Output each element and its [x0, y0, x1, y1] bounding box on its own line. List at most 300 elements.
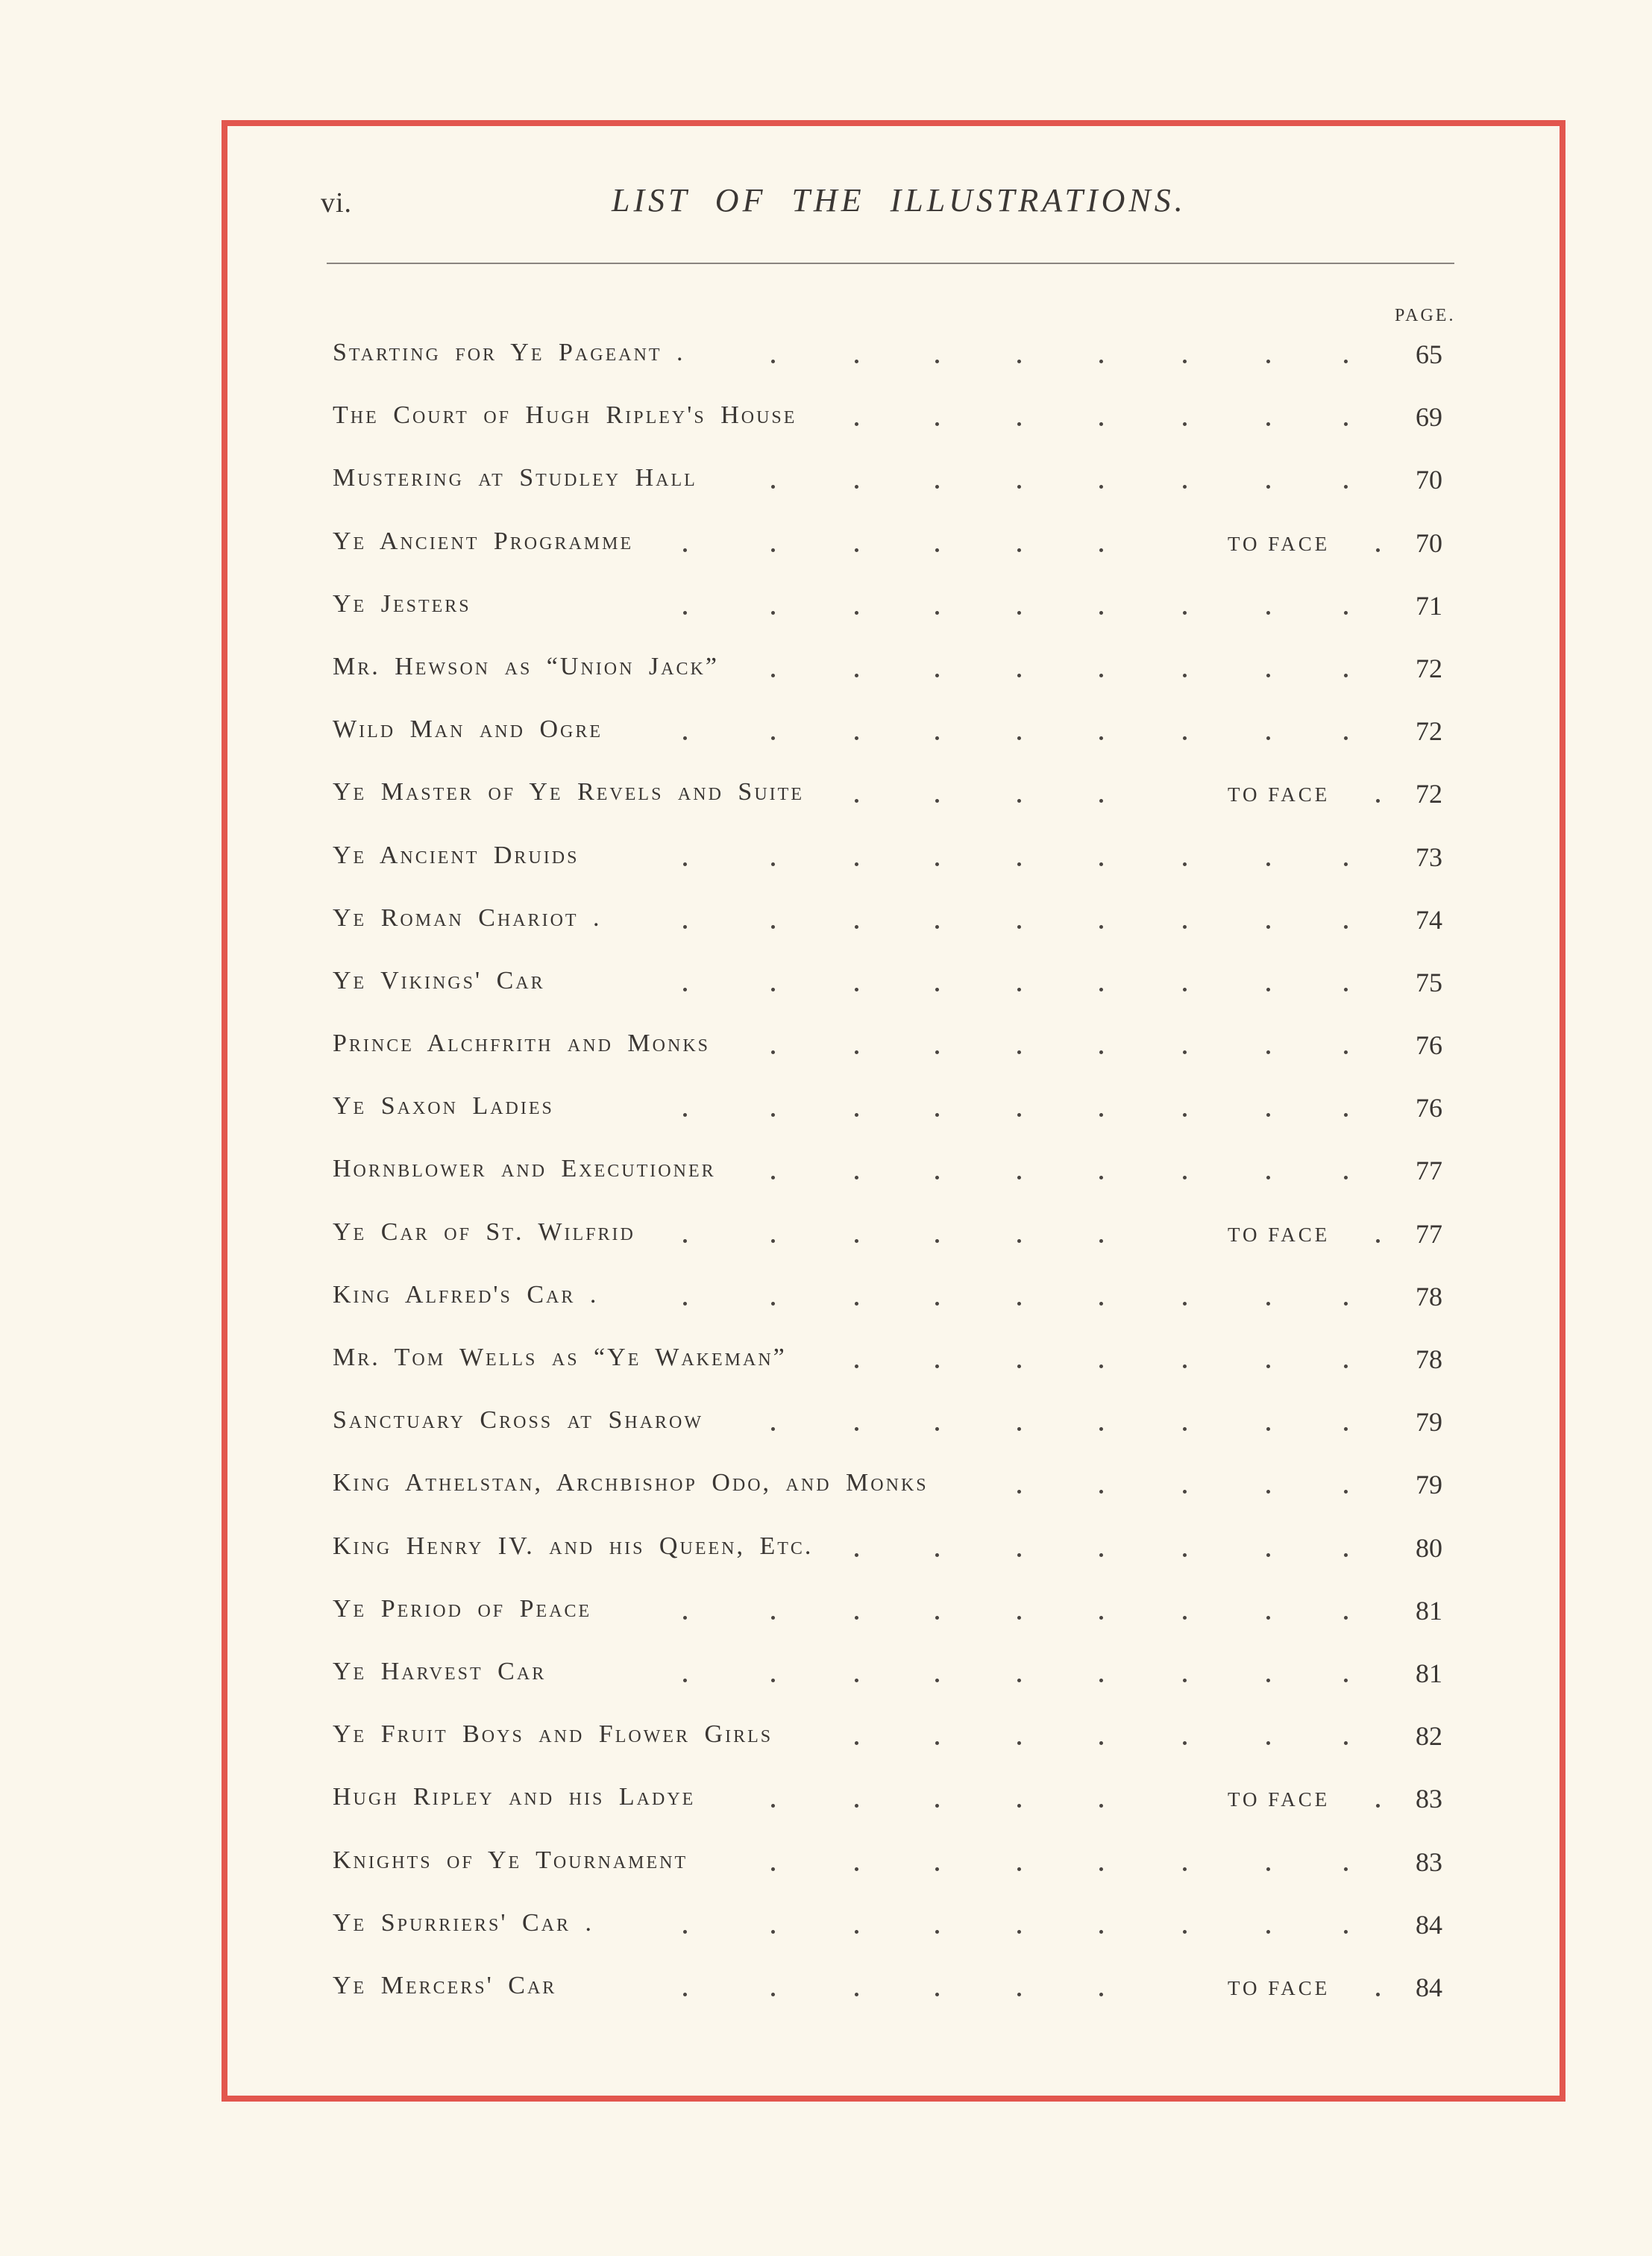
leader-dots: [333, 711, 1447, 748]
leader-dot: [683, 925, 687, 929]
leader-dot: [1344, 925, 1348, 929]
leader-dot: [935, 1239, 939, 1243]
illustration-title: Sanctuary Cross at Sharow: [333, 1406, 704, 1435]
illustration-title: Ye Roman Chariot .: [333, 903, 602, 932]
leader-dot: [1099, 1176, 1103, 1179]
leader-dot: [1017, 1490, 1021, 1494]
list-item: [333, 774, 1447, 836]
leader-dot: [1266, 1741, 1270, 1745]
illustration-title: Ye Mercers' Car: [333, 1971, 557, 1999]
leader-dot: [1183, 1113, 1187, 1117]
leader-dot: [1266, 1113, 1270, 1117]
illustration-title: King Athelstan, Archbishop Odo, and Monks: [333, 1469, 929, 1497]
page-number: 84: [1416, 1909, 1442, 1940]
leader-dot: [1344, 1364, 1348, 1368]
leader-dot: [855, 422, 858, 426]
list-item: [333, 1905, 1447, 1967]
leader-dot: [1266, 1302, 1270, 1306]
page-number: 77: [1416, 1156, 1442, 1186]
leader-dot: [1017, 1553, 1021, 1557]
illustration-title: King Henry IV. and his Queen, Etc.: [333, 1532, 814, 1560]
leader-dot: [771, 1050, 775, 1054]
leader-dots: [333, 1528, 1447, 1565]
leader-dots: [333, 1842, 1447, 1879]
leader-dot: [771, 1427, 775, 1431]
leader-dot: [1099, 611, 1103, 615]
leader-dot: [855, 1239, 858, 1243]
list-item: [333, 1150, 1447, 1213]
leader-dot: [855, 360, 858, 363]
leader-dot: [855, 1176, 858, 1179]
leader-dots: [333, 962, 1447, 1000]
list-item: [333, 1591, 1447, 1653]
leader-dot: [1017, 1364, 1021, 1368]
list-item: [333, 900, 1447, 962]
illustration-title: King Alfred's Car .: [333, 1280, 599, 1309]
leader-dot: [1099, 360, 1103, 363]
leader-dot: [855, 925, 858, 929]
page-number: 72: [1416, 716, 1442, 747]
leader-dot: [771, 360, 775, 363]
list-item: [333, 1276, 1447, 1339]
list-item: [333, 1025, 1447, 1088]
leader-dot: [1099, 485, 1103, 489]
illustration-title: Mr. Tom Wells as “Ye Wakeman”: [333, 1344, 787, 1371]
leader-dots: [333, 900, 1447, 937]
leader-dot: [1183, 674, 1187, 677]
leader-dot: [1266, 1490, 1270, 1494]
leader-dots: [333, 334, 1447, 372]
leader-dot: [1017, 674, 1021, 677]
leader-dot: [1183, 1867, 1187, 1871]
list-item: [333, 648, 1447, 711]
leader-dot: [1099, 1427, 1103, 1431]
leader-dot: [1017, 360, 1021, 363]
leader-dot: [855, 1679, 858, 1682]
leader-dot: [1183, 862, 1187, 866]
illustration-title: Ye Jesters: [333, 589, 471, 618]
leader-dot: [855, 674, 858, 677]
leader-dot: [683, 1930, 687, 1934]
leader-dots: [333, 460, 1447, 497]
leader-dot: [1017, 799, 1021, 803]
illustration-title: Starting for Ye Pageant .: [333, 339, 685, 366]
page-number: 79: [1416, 1407, 1442, 1438]
leader-dot: [1344, 1616, 1348, 1620]
leader-dot: [1266, 1679, 1270, 1682]
leader-dot: [1344, 1741, 1348, 1745]
leader-dot: [1099, 862, 1103, 866]
page-number: 70: [1416, 465, 1442, 495]
leader-dot: [683, 611, 687, 615]
leader-dot: [1266, 1427, 1270, 1431]
leader-dot: [1183, 485, 1187, 489]
leader-dot: [935, 1867, 939, 1871]
page-number: 82: [1416, 1721, 1442, 1752]
leader-dot: [1344, 1050, 1348, 1054]
leader-dot: [935, 1804, 939, 1808]
leader-dot: [1099, 1741, 1103, 1745]
leader-dot: [771, 611, 775, 615]
leader-dot: [771, 862, 775, 866]
leader-dot: [1183, 611, 1187, 615]
leader-dot: [935, 1553, 939, 1557]
leader-dot: [1017, 988, 1021, 991]
leader-dot: [1017, 1804, 1021, 1808]
page-number: 80: [1416, 1532, 1442, 1563]
leader-dot: [935, 862, 939, 866]
leader-dot: [1017, 1302, 1021, 1306]
leader-dot: [935, 674, 939, 677]
leader-dot: [1183, 360, 1187, 363]
leader-dot: [683, 736, 687, 740]
page-number: 65: [1416, 339, 1442, 369]
illustration-title: Hugh Ripley and his Ladye: [333, 1783, 696, 1811]
leader-dot: [771, 674, 775, 677]
leader-dot: [1266, 1364, 1270, 1368]
leader-dots: [333, 1339, 1447, 1376]
leader-dot: [771, 1993, 775, 1996]
leader-dot: [771, 925, 775, 929]
leader-dot: [1017, 422, 1021, 426]
list-item: [333, 523, 1447, 586]
leader-dot: [935, 1993, 939, 1996]
leader-dot: [683, 988, 687, 991]
leader-dots: [333, 1088, 1447, 1125]
leader-dots: [333, 1653, 1447, 1691]
leader-dot: [1099, 1930, 1103, 1934]
leader-dot: [771, 988, 775, 991]
leader-dot: [1376, 1239, 1380, 1243]
leader-dot: [1266, 485, 1270, 489]
leader-dot: [771, 1930, 775, 1934]
page-number: 69: [1416, 402, 1442, 433]
page-number: 77: [1416, 1218, 1442, 1249]
leader-dot: [935, 1050, 939, 1054]
leader-dot: [1183, 1679, 1187, 1682]
leader-dot: [771, 1113, 775, 1117]
leader-dot: [1017, 1176, 1021, 1179]
leader-dot: [1099, 1804, 1103, 1808]
leader-dot: [1266, 360, 1270, 363]
page-number: 83: [1416, 1784, 1442, 1814]
leader-dot: [1344, 1867, 1348, 1871]
leader-dot: [771, 1804, 775, 1808]
leader-dot: [1376, 548, 1380, 552]
page-number: 70: [1416, 527, 1442, 558]
leader-dot: [1017, 1741, 1021, 1745]
leader-dot: [771, 736, 775, 740]
leader-dot: [1266, 422, 1270, 426]
list-item: [333, 1088, 1447, 1150]
list-item: [333, 1339, 1447, 1402]
leader-dot: [855, 862, 858, 866]
leader-dot: [935, 1364, 939, 1368]
leader-dot: [1183, 925, 1187, 929]
leader-dot: [1266, 1050, 1270, 1054]
leader-dot: [1099, 799, 1103, 803]
leader-dot: [935, 548, 939, 552]
leader-dot: [1017, 1993, 1021, 1996]
list-item: [333, 1716, 1447, 1779]
leader-dot: [1017, 1616, 1021, 1620]
leader-dot: [935, 1176, 939, 1179]
page-number: 76: [1416, 1093, 1442, 1124]
leader-dot: [771, 548, 775, 552]
leader-dots: [333, 1025, 1447, 1062]
leader-dot: [683, 1679, 687, 1682]
leader-dot: [1099, 1679, 1103, 1682]
leader-dot: [935, 799, 939, 803]
leader-dot: [855, 1741, 858, 1745]
illustrations-list: [333, 334, 1447, 2030]
leader-dot: [1183, 1553, 1187, 1557]
leader-dot: [1344, 1553, 1348, 1557]
leader-dot: [1266, 1867, 1270, 1871]
leader-dots: [333, 1402, 1447, 1439]
leader-dot: [1099, 1490, 1103, 1494]
leader-dot: [1099, 1239, 1103, 1243]
leader-dot: [1183, 1616, 1187, 1620]
leader-dot: [855, 988, 858, 991]
list-item: [333, 962, 1447, 1025]
leader-dot: [1017, 611, 1021, 615]
leader-dot: [1183, 1050, 1187, 1054]
leader-dot: [855, 799, 858, 803]
list-item: [333, 334, 1447, 397]
leader-dot: [1183, 736, 1187, 740]
illustration-title: Mustering at Studley Hall: [333, 464, 697, 492]
leader-dot: [1017, 485, 1021, 489]
leader-dots: [333, 397, 1447, 434]
leader-dot: [1266, 1176, 1270, 1179]
illustration-title: Prince Alchfrith and Monks: [333, 1030, 710, 1058]
page-number: 76: [1416, 1030, 1442, 1061]
leader-dot: [1266, 611, 1270, 615]
leader-dot: [771, 1616, 775, 1620]
leader-dot: [935, 736, 939, 740]
leader-dot: [683, 862, 687, 866]
to-face-note: TO FACE: [1228, 1788, 1331, 1811]
leader-dot: [1266, 988, 1270, 991]
page-number: 83: [1416, 1846, 1442, 1877]
leader-dot: [1344, 1302, 1348, 1306]
list-item: [333, 1214, 1447, 1276]
leader-dot: [1099, 548, 1103, 552]
leader-dot: [1017, 1867, 1021, 1871]
header-rule: [327, 263, 1454, 264]
list-item: [333, 1528, 1447, 1591]
leader-dot: [935, 1679, 939, 1682]
leader-dots: [333, 648, 1447, 686]
leader-dot: [935, 925, 939, 929]
illustration-title: The Court of Hugh Ripley's House: [333, 401, 797, 430]
leader-dot: [1344, 422, 1348, 426]
page-number: 78: [1416, 1281, 1442, 1312]
leader-dot: [683, 1993, 687, 1996]
leader-dot: [1183, 1930, 1187, 1934]
leader-dot: [1099, 1050, 1103, 1054]
leader-dot: [1266, 862, 1270, 866]
leader-dot: [771, 1239, 775, 1243]
leader-dot: [935, 485, 939, 489]
illustration-title: Ye Ancient Druids: [333, 841, 580, 869]
running-title: LIST OF THE ILLUSTRATIONS.: [612, 182, 1187, 219]
page-number: 73: [1416, 842, 1442, 872]
page-number: 81: [1416, 1658, 1442, 1688]
leader-dot: [1099, 736, 1103, 740]
leader-dot: [1099, 1867, 1103, 1871]
leader-dot: [1017, 862, 1021, 866]
list-item: [333, 1653, 1447, 1716]
list-item: [333, 1779, 1447, 1841]
list-item: [333, 711, 1447, 774]
leader-dot: [771, 1302, 775, 1306]
leader-dot: [1183, 1364, 1187, 1368]
leader-dot: [1099, 674, 1103, 677]
leader-dot: [935, 988, 939, 991]
leader-dot: [855, 485, 858, 489]
to-face-note: TO FACE: [1228, 783, 1331, 806]
leader-dot: [855, 1050, 858, 1054]
leader-dot: [1344, 611, 1348, 615]
illustration-title: Mr. Hewson as “Union Jack”: [333, 652, 719, 680]
illustration-title: Ye Harvest Car: [333, 1657, 547, 1685]
to-face-note: TO FACE: [1228, 532, 1331, 555]
leader-dots: [333, 1905, 1447, 1942]
leader-dot: [683, 1113, 687, 1117]
leader-dot: [1344, 1679, 1348, 1682]
leader-dot: [683, 1302, 687, 1306]
leader-dot: [771, 1867, 775, 1871]
leader-dot: [1017, 548, 1021, 552]
list-item: [333, 586, 1447, 648]
to-face-note: TO FACE: [1228, 1976, 1331, 1999]
leader-dot: [1099, 422, 1103, 426]
page-number: 78: [1416, 1344, 1442, 1374]
leader-dot: [855, 1867, 858, 1871]
illustration-title: Ye Saxon Ladies: [333, 1092, 554, 1121]
list-item: [333, 397, 1447, 460]
leader-dot: [935, 360, 939, 363]
leader-dot: [1099, 1113, 1103, 1117]
leader-dot: [855, 1930, 858, 1934]
leader-dots: [333, 837, 1447, 874]
illustration-title: Ye Spurriers' Car .: [333, 1908, 594, 1937]
leader-dot: [1099, 1364, 1103, 1368]
leader-dots: [333, 586, 1447, 623]
leader-dot: [771, 485, 775, 489]
leader-dot: [1266, 1553, 1270, 1557]
leader-dot: [1099, 1993, 1103, 1996]
leader-dot: [855, 1993, 858, 1996]
list-item: [333, 1842, 1447, 1905]
leader-dot: [855, 1553, 858, 1557]
list-item: [333, 1967, 1447, 2030]
leader-dot: [855, 1804, 858, 1808]
page-number: 72: [1416, 779, 1442, 809]
leader-dot: [1344, 862, 1348, 866]
page-number: 72: [1416, 653, 1442, 683]
leader-dot: [1266, 1616, 1270, 1620]
leader-dot: [855, 736, 858, 740]
leader-dot: [1099, 925, 1103, 929]
leader-dot: [1017, 1113, 1021, 1117]
leader-dot: [855, 1427, 858, 1431]
leader-dot: [935, 422, 939, 426]
leader-dot: [1344, 1113, 1348, 1117]
page-number: 74: [1416, 904, 1442, 935]
list-item: [333, 1402, 1447, 1464]
page-number: 71: [1416, 590, 1442, 621]
leader-dot: [1344, 988, 1348, 991]
page-number: 84: [1416, 1972, 1442, 2002]
leader-dot: [1266, 674, 1270, 677]
leader-dots: [333, 1464, 1447, 1502]
page-folio: vi.: [321, 187, 353, 219]
leader-dot: [935, 1113, 939, 1117]
leader-dot: [1017, 1679, 1021, 1682]
leader-dot: [1183, 422, 1187, 426]
leader-dot: [855, 1113, 858, 1117]
list-item: [333, 460, 1447, 522]
leader-dot: [935, 1427, 939, 1431]
illustration-title: Ye Master of Ye Revels and Suite: [333, 778, 804, 806]
leader-dot: [771, 1176, 775, 1179]
leader-dot: [935, 611, 939, 615]
leader-dot: [1344, 736, 1348, 740]
illustration-title: Ye Period of Peace: [333, 1594, 592, 1623]
leader-dot: [1344, 1930, 1348, 1934]
to-face-note: TO FACE: [1228, 1223, 1331, 1246]
leader-dot: [1376, 1993, 1380, 1996]
leader-dot: [1266, 1930, 1270, 1934]
leader-dots: [333, 1716, 1447, 1753]
illustration-title: Ye Ancient Programme: [333, 527, 634, 555]
leader-dot: [1344, 485, 1348, 489]
leader-dot: [1017, 1930, 1021, 1934]
leader-dots: [333, 1150, 1447, 1188]
list-item: [333, 1464, 1447, 1527]
illustration-title: Knights of Ye Tournament: [333, 1846, 688, 1874]
leader-dot: [935, 1302, 939, 1306]
page-number: 75: [1416, 967, 1442, 997]
leader-dot: [1183, 988, 1187, 991]
leader-dot: [1099, 1553, 1103, 1557]
leader-dot: [1017, 925, 1021, 929]
leader-dot: [1099, 1616, 1103, 1620]
page-number: 79: [1416, 1470, 1442, 1500]
leader-dot: [935, 1741, 939, 1745]
leader-dot: [935, 1616, 939, 1620]
leader-dot: [1099, 988, 1103, 991]
leader-dot: [935, 1930, 939, 1934]
leader-dot: [683, 548, 687, 552]
leader-dot: [1344, 360, 1348, 363]
leader-dot: [1017, 1239, 1021, 1243]
illustration-title: Hornblower and Executioner: [333, 1155, 716, 1183]
page-column-label: PAGE.: [1395, 306, 1456, 325]
leader-dot: [1183, 1490, 1187, 1494]
leader-dot: [1017, 736, 1021, 740]
leader-dot: [855, 611, 858, 615]
leader-dot: [855, 1302, 858, 1306]
list-item: [333, 837, 1447, 900]
leader-dot: [1017, 1427, 1021, 1431]
leader-dot: [683, 1616, 687, 1620]
leader-dot: [1183, 1741, 1187, 1745]
leader-dot: [855, 1616, 858, 1620]
